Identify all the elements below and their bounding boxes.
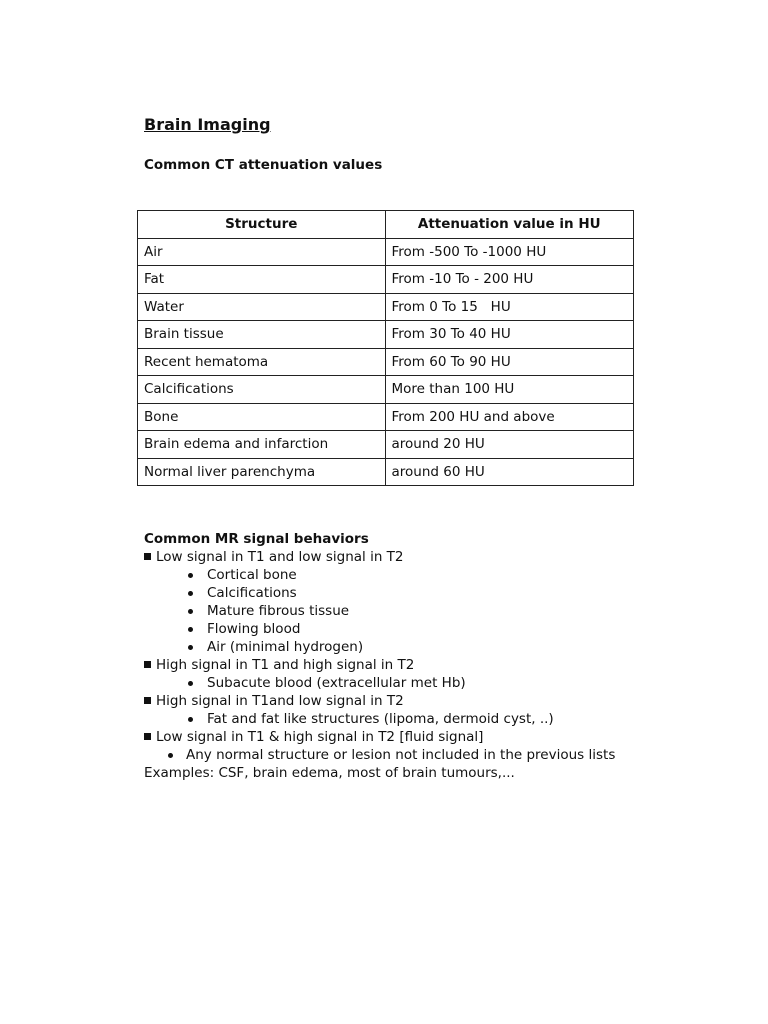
list-item [144, 638, 624, 656]
mr-group-heading [144, 656, 624, 674]
list-item-text: Calcifications [207, 585, 297, 601]
structure-cell: Normal liver parenchyma [138, 458, 386, 486]
table-row [138, 238, 634, 266]
structure-cell: Bone [138, 403, 386, 431]
structure-cell: Fat [138, 266, 386, 294]
square-bullet-icon [144, 697, 151, 704]
mr-group-label: High signal in T1and low signal in T2 [156, 693, 404, 709]
mr-group-list [144, 566, 624, 656]
page-title: Brain Imaging [144, 115, 271, 134]
square-bullet-icon [144, 733, 151, 740]
table-row [138, 321, 634, 349]
mr-group-list [144, 710, 624, 728]
bullet-icon [188, 609, 193, 614]
structure-cell: Water [138, 293, 386, 321]
bullet-icon [188, 717, 193, 722]
bullet-icon [188, 645, 193, 650]
list-item [144, 746, 624, 764]
list-item [144, 674, 624, 692]
list-item [144, 584, 624, 602]
list-item-text: Air (minimal hydrogen) [207, 639, 364, 655]
square-bullet-icon [144, 661, 151, 668]
list-item-text: Fat and fat like structures (lipoma, dermoid cyst, ..) [207, 711, 554, 727]
table-row [138, 266, 634, 294]
column-header-attenuation: Attenuation value in HU [385, 211, 634, 239]
square-bullet-icon [144, 553, 151, 560]
column-header-structure: Structure [138, 211, 386, 239]
structure-cell: Brain tissue [138, 321, 386, 349]
mr-group-heading [144, 548, 624, 566]
attenuation-cell: around 20 HU [385, 431, 634, 459]
list-item-text: Mature fibrous tissue [207, 603, 350, 619]
structure-cell: Recent hematoma [138, 348, 386, 376]
mr-group-label: High signal in T1 and high signal in T2 [156, 657, 415, 673]
structure-cell: Brain edema and infarction [138, 431, 386, 459]
structure-cell: Calcifications [138, 376, 386, 404]
mr-group-list [144, 674, 624, 692]
table-header-row [138, 211, 634, 239]
bullet-icon [168, 753, 173, 758]
examples-line: Examples: CSF, brain edema, most of brain tumours,... [144, 765, 515, 781]
list-item-text: Any normal structure or lesion not included in the previous lists [186, 747, 616, 763]
attenuation-cell: More than 100 HU [385, 376, 634, 404]
bullet-icon [188, 573, 193, 578]
mr-group-heading [144, 692, 624, 710]
list-item [144, 566, 624, 584]
table-row [138, 348, 634, 376]
bullet-icon [188, 591, 193, 596]
attenuation-cell: From 60 To 90 HU [385, 348, 634, 376]
mr-group-list [144, 746, 624, 764]
table-row [138, 293, 634, 321]
bullet-icon [188, 627, 193, 632]
table-row [138, 431, 634, 459]
table-row [138, 376, 634, 404]
mr-signal-section [144, 530, 624, 782]
attenuation-cell: From 30 To 40 HU [385, 321, 634, 349]
structure-cell: Air [138, 238, 386, 266]
list-item [144, 710, 624, 728]
list-item-text: Subacute blood (extracellular met Hb) [207, 675, 466, 691]
mr-group-heading [144, 728, 624, 746]
list-item [144, 620, 624, 638]
ct-section-heading: Common CT attenuation values [144, 157, 383, 173]
bullet-icon [188, 681, 193, 686]
ct-attenuation-table [137, 210, 634, 486]
attenuation-cell: around 60 HU [385, 458, 634, 486]
table-row [138, 458, 634, 486]
mr-group-label: Low signal in T1 & high signal in T2 [fluid signal] [156, 729, 484, 745]
mr-section-heading: Common MR signal behaviors [144, 531, 369, 547]
list-item-text: Flowing blood [207, 621, 301, 637]
attenuation-cell: From 0 To 15 HU [385, 293, 634, 321]
list-item-text: Cortical bone [207, 567, 297, 583]
table-row [138, 403, 634, 431]
attenuation-cell: From 200 HU and above [385, 403, 634, 431]
list-item [144, 602, 624, 620]
mr-group-label: Low signal in T1 and low signal in T2 [156, 549, 404, 565]
attenuation-cell: From -500 To -1000 HU [385, 238, 634, 266]
attenuation-cell: From -10 To - 200 HU [385, 266, 634, 294]
